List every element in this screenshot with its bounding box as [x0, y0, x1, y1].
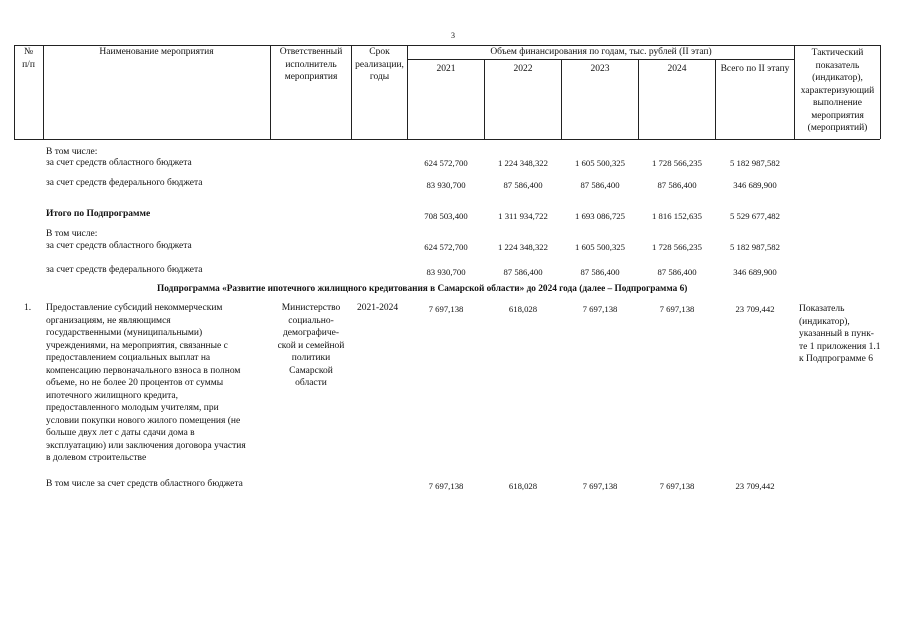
- row-value-total: 5 529 677,482: [730, 211, 780, 221]
- item-indicator: Показатель (индикатор), указанный в пунк- те 1 приложения 1.1 к Подпрограмме 6: [799, 304, 881, 364]
- row-value-2022: 618,028: [508, 481, 538, 491]
- row-value-2021: 7 697,138: [428, 481, 464, 491]
- header-responsible: Ответственный исполнитель мероприятия: [279, 47, 343, 82]
- row-value-2024: 1 728 566,235: [652, 158, 702, 168]
- row-value-2021: 708 503,400: [424, 211, 468, 221]
- row-value-2024: 87 586,400: [657, 180, 697, 190]
- row-value-2024: 7 697,138: [659, 481, 695, 491]
- row-value-total: 5 182 987,582: [730, 242, 780, 252]
- row-label: за счет средств федерального бюджета: [46, 178, 203, 188]
- subprogram-title: Подпрограмма «Развитие ипотечного жилищного кредитования в Самарской области» до 2024 года (далее – Подпрограмма 6): [157, 284, 688, 294]
- item-value-total: 23 709,442: [735, 304, 775, 314]
- header-2024: 2024: [667, 64, 687, 74]
- header-name: Наименование мероприятия: [99, 47, 214, 57]
- item-period: 2021-2024: [357, 303, 399, 313]
- item-value-2021: 7 697,138: [428, 304, 464, 314]
- row-label: В том числе за счет средств областного бюджета: [46, 479, 243, 489]
- header-2021: 2021: [436, 64, 456, 74]
- header-2022: 2022: [513, 64, 533, 74]
- financing-subheader-border: [407, 59, 794, 60]
- row-value-2023: 87 586,400: [580, 180, 620, 190]
- row-value-total: 346 689,900: [733, 180, 777, 190]
- item-number: 1.: [24, 303, 32, 313]
- row-value-2023: 7 697,138: [582, 481, 618, 491]
- item-value-2024: 7 697,138: [659, 304, 695, 314]
- row-value-2021: 83 930,700: [426, 267, 466, 277]
- row-value-2023: 1 693 086,725: [575, 211, 625, 221]
- row-value-2022: 87 586,400: [503, 180, 543, 190]
- row-value-total: 346 689,900: [733, 267, 777, 277]
- row-label: за счет средств федерального бюджета: [46, 265, 203, 275]
- header-total: Всего по II этапу: [720, 64, 790, 74]
- row-value-2021: 624 572,700: [424, 158, 468, 168]
- row-value-total: 5 182 987,582: [730, 158, 780, 168]
- header-bottom-border: [14, 139, 880, 140]
- col-border: [43, 45, 44, 139]
- row-value-total: 23 709,442: [735, 481, 775, 491]
- row-label: за счет средств областного бюджета: [46, 158, 192, 168]
- row-label: В том числе:: [46, 147, 98, 157]
- item-responsible: Министерство социально- демографиче- ской и семейной политики Самарской области: [277, 303, 345, 388]
- header-period: Срок реализации, годы: [355, 47, 404, 82]
- page-number: 3: [451, 31, 455, 40]
- row-value-2024: 87 586,400: [657, 267, 697, 277]
- row-value-2022: 1 224 348,322: [498, 242, 548, 252]
- row-label: за счет средств областного бюджета: [46, 241, 192, 251]
- row-label-total: Итого по Подпрограмме: [46, 209, 151, 219]
- header-indicator: Тактический показатель (индикатор), характеризующий выполнение мероприятия (мероприятий): [800, 48, 875, 133]
- col-border: [880, 45, 881, 139]
- row-value-2023: 87 586,400: [580, 267, 620, 277]
- row-value-2023: 1 605 500,325: [575, 242, 625, 252]
- row-value-2024: 1 728 566,235: [652, 242, 702, 252]
- item-description: Предоставление субсидий некоммерческим организациям, не являющимся государственными (муниципальными) учреждениями, на мероприятия, связанные с предоставлением социальных выплат на компенсацию первоначального взноса в полном объеме, но не более 20 процентов от суммы ипотечного жилищного кредита, предоставленного молодым учителям, при условии покупки нового жилого помещения (не больше двух лет с даты сдачи дома в эксплуатацию) или заключения договора участия в долевом строительстве: [46, 303, 246, 463]
- row-value-2021: 83 930,700: [426, 180, 466, 190]
- row-value-2022: 1 224 348,322: [498, 158, 548, 168]
- item-value-2022: 618,028: [508, 304, 538, 314]
- header-num: № п/п: [22, 47, 35, 70]
- header-2023: 2023: [590, 64, 610, 74]
- row-value-2023: 1 605 500,325: [575, 158, 625, 168]
- col-border: [407, 45, 408, 139]
- row-value-2022: 1 311 934,722: [498, 211, 548, 221]
- row-label: В том числе:: [46, 229, 98, 239]
- row-value-2024: 1 816 152,635: [652, 211, 702, 221]
- header-financing: Объем финансирования по годам, тыс. рублей (II этап): [490, 47, 712, 57]
- row-value-2022: 87 586,400: [503, 267, 543, 277]
- item-value-2023: 7 697,138: [582, 304, 618, 314]
- row-value-2021: 624 572,700: [424, 242, 468, 252]
